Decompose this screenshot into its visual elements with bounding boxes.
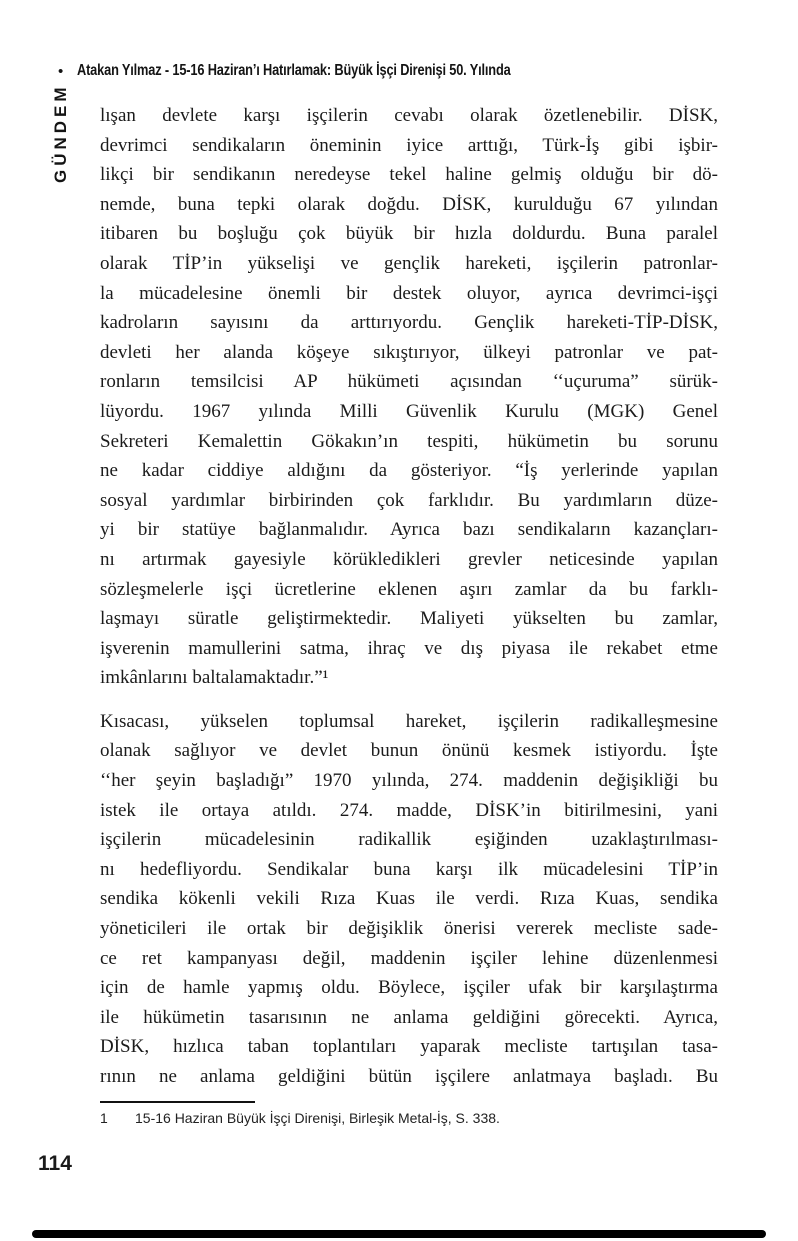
running-header [58,62,619,80]
text-line: işçilerin mücadelesinin radikallik eşiğinden uzaklaştırılması- [100,829,718,851]
footnote-separator [100,1101,255,1103]
text-line: lışan devlete karşı işçilerin cevabı olarak özetlenebilir. DİSK, [100,105,718,126]
text-line: için de hamle yapmış oldu. Böylece, işçiler ufak bir karşılaştırma [100,977,718,999]
text-line: sendika kökenli vekili Rıza Kuas ile verdi. Rıza Kuas, sendika [100,888,718,910]
footnote-text: 15-16 Haziran Büyük İşçi Direnişi, Birleşik Metal-İş, S. 338. [135,1110,500,1126]
text-line: Kısacası, yükselen toplumsal hareket, işçilerin radikalleşmesine [100,710,718,732]
page-number: 114 [38,1152,72,1175]
text-line: la mücadelesine önemli bir destek oluyor, ayrıca devrimci-işçi [100,282,718,304]
text-line: itibaren bu boşluğu çok büyük bir hızla doldurdu. Buna paralel [100,223,718,245]
text-line: nemde, buna tepki olarak doğdu. DİSK, kurulduğu 67 yılından [100,193,718,215]
text-line: istek ile ortaya atıldı. 274. madde, DİSK’in bitirilmesini, yani [100,799,718,821]
text-line: DİSK, hızlıca taban toplantıları yaparak mecliste tartışılan tasa- [100,1036,718,1058]
text-line: Sekreteri Kemalettin Gökakın’ın tespiti, hükümetin bu sorunu [100,430,718,452]
paragraph [100,101,718,693]
text-line: devleti her alanda köşeye sıkıştırıyor, ülkeyi patronlar ve pat- [100,341,718,363]
text-line: laşmayı süratle geliştirmektedir. Maliyeti yükselten bu zamlar, [100,608,718,630]
text-line: ‘‘her şeyin başladığı” 1970 yılında, 274. maddenin değişikliği bu [100,770,718,792]
text-line: likçi bir sendikanın neredeyse tekel haline gelmiş olduğu bir dö- [100,164,718,186]
text-line: devrimci sendikaların öneminin iyice arttığı, Türk-İş gibi işbir- [100,134,718,156]
text-line: ne kadar ciddiye aldığını da gösteriyor. “İş yerlerinde yapılan [100,460,718,482]
text-line: ce ret kampanyası değil, maddenin işçiler lehine düzenlenmesi [100,947,718,969]
text-line: işverenin mamullerini satma, ihraç ve dış piyasa ile rekabet etme [100,637,718,659]
text-line: rının ne anlama geldiğini bütün işçilere anlatmaya başladı. Bu [100,1066,718,1087]
text-line: nı hedefliyordu. Sendikalar buna karşı ilk mücadelesini TİP’in [100,858,718,880]
footnote-number: 1 [100,1110,108,1126]
text-line: nı artırmak gayesiyle körükledikleri grevler neticesinde yapılan [100,548,718,570]
author-name: Atakan Yılmaz - [77,62,173,79]
text-line: olanak sağlıyor ve devlet bunun önünü kesmek istiyordu. İşte [100,740,718,762]
footnote [100,1110,720,1126]
text-line: imkânlarını baltalamaktadır.”¹ [100,667,329,689]
text-line: olarak TİP’in yükselişi ve gençlik hareketi, işçilerin patronlar- [100,252,718,274]
text-line: kadroların sayısını da arttırıyordu. Gençlik hareketi-TİP-DİSK, [100,312,718,334]
text-line: sözleşmelerle işçi ücretlerine eklenen aşırı zamlar da bu farklı- [100,578,718,600]
paragraph [100,707,718,1092]
article-title: 15-16 Haziran’ı Hatırlamak: Büyük İşçi Direnişi 50. Yılında [172,62,511,79]
page-edge-bar [32,1230,766,1238]
running-header-text [77,62,511,80]
text-line: yi bir statüye bağlanmalıdır. Ayrıca bazı sendikaların kazançları- [100,519,718,541]
text-line: ile hükümetin tasarısının ne anlama geldiğini görecekti. Ayrıca, [100,1006,718,1028]
body-text [100,101,718,1092]
text-line: sosyal yardımlar birbirinden çok farklıdır. Bu yardımların düze- [100,489,718,511]
text-line: ronların temsilcisi AP hükümeti açısından ‘‘uçuruma” sürük- [100,371,718,393]
text-line: yöneticileri ile ortak bir değişiklik önerisi vererek mecliste sade- [100,918,718,940]
text-line: lüyordu. 1967 yılında Milli Güvenlik Kurulu (MGK) Genel [100,400,718,422]
section-label-vertical: GÜNDEM [51,83,70,183]
bullet-icon: • [58,62,64,80]
